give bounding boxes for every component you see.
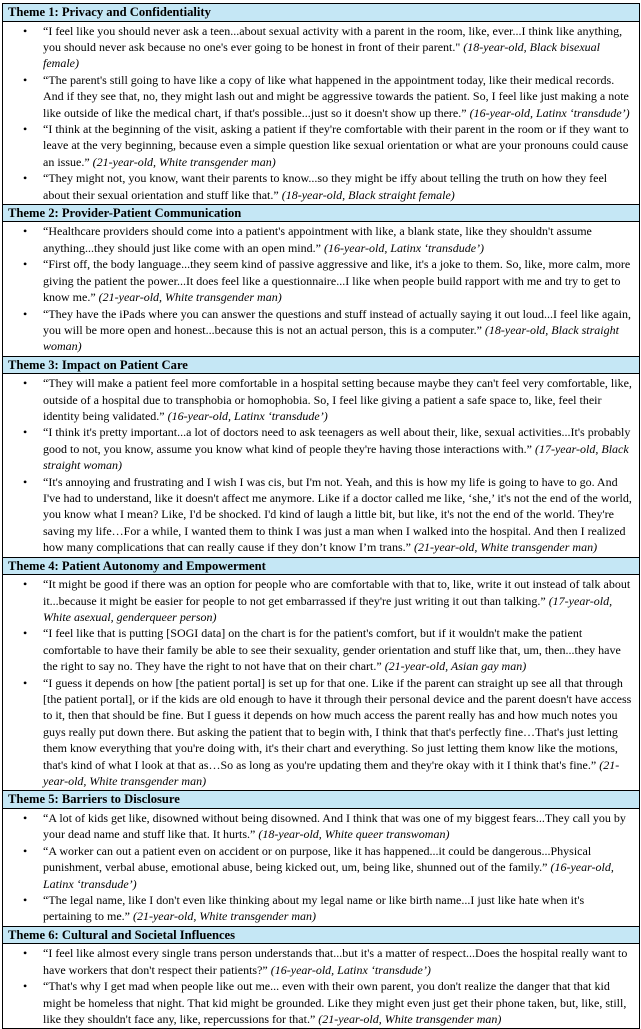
quote-item <box>43 810 635 843</box>
quote-list <box>3 375 635 555</box>
quote-attribution: (21-year-old, White transgender man) <box>98 290 282 305</box>
theme-header: Theme 3: Impact on Patient Care <box>3 357 639 375</box>
quote-item <box>43 256 635 305</box>
theme-body <box>3 374 639 557</box>
quote-list <box>3 23 635 203</box>
quote-attribution: (16-year-old, Latinx ‘transdude’) <box>323 240 485 255</box>
quote-attribution: (17-year-old, Black straight woman) <box>43 441 629 473</box>
theme-body <box>3 809 639 927</box>
theme-body <box>3 575 639 791</box>
theme-body <box>3 944 639 1029</box>
quote-attribution: (16-year-old, Latinx ‘transdude’) <box>469 105 630 120</box>
theme-header: Theme 4: Patient Autonomy and Empowerment <box>3 558 639 576</box>
quote-text: “That's why I get mad when people like out me... even with their own parent, you don't realize the danger that that kid might be homeless that night. That kid might be grounded. Like they might even just get their phone taken, but, like, still, like they shouldn't face any, like, repercussions for that.” <box>43 979 627 1026</box>
quote-text: “The parent's still going to have like a copy of like what happened in the appointment today, like their medical records. And if they see that, no, they might lash out and might be aggressive towards the patient. So, I feel like just making a note like outside of like the medical chart, if that's possible...just so it doesn't show up there.” <box>43 72 629 120</box>
theme-header: Theme 5: Barriers to Disclosure <box>3 791 639 809</box>
quote-item <box>43 306 635 355</box>
quote-attribution: (21-year-old, White transgender man) <box>414 540 598 555</box>
quote-text: “They will make a patient feel more comfortable in a hospital setting because maybe they can't feel very comfortable, like, outside of a hospital due to transphobia or homophobia. So, I feel like giving a patient a safe space to, like, feel their identity being validated.” <box>43 376 632 424</box>
quote-list <box>3 576 635 789</box>
quote-item <box>43 945 635 978</box>
quote-text: “I think it's pretty important...a lot of doctors need to ask teenagers as well about their, like, sexual activities...It's probably good to not, you know, assume you know what kind of people they're having those interactions with.” <box>43 425 631 456</box>
quote-item <box>43 23 635 72</box>
theme-body <box>3 222 639 356</box>
quote-item <box>43 170 635 203</box>
quote-attribution: (21-year-old, Asian gay man) <box>384 659 527 674</box>
quote-list <box>3 810 635 925</box>
quote-item <box>43 675 635 790</box>
quote-list <box>3 945 635 1027</box>
quote-text: “It might be good if there was an option for people who are comfortable with that to, like, write it out instead of talk about it...because it might be easier for people to not get embarrassed if they're just writing it out than talking.” <box>43 577 631 608</box>
quote-attribution: (18-year-old, Black straight woman) <box>43 322 619 354</box>
quote-item <box>43 375 635 424</box>
quote-text: “A lot of kids get like, disowned without being disowned. And I think that was one of my biggest fears...They call you by your dead name and stuff like that. It hurts.” <box>43 810 626 842</box>
quote-item <box>43 474 635 556</box>
quote-item <box>43 892 635 925</box>
quote-item <box>43 576 635 625</box>
quote-text: “I guess it depends on how [the patient portal] is set up for that one. Like if the parent can straight up see all that through [the patient portal], or if the kids are old enough to have it through their personal device and the parent doesn't have access to it, then that should be fine. But I guess it depends on how much access the parent really has and how much notes you guys really put down there. But asking the patient that to begin with, I think that that's perfectly fine…That's just letting them know everything that you're doing with, it's their chart and everything. So just letting them know like the motions, that's kind of what I look at that as…So as long as you're updating them and they're okay with it I think that's fine.” <box>43 675 632 772</box>
quote-item <box>43 72 635 121</box>
quote-attribution: (17-year-old, White asexual, genderqueer person) <box>43 593 613 624</box>
quote-attribution: (21-year-old, White transgender man) <box>43 757 620 789</box>
themes-table <box>2 3 640 1029</box>
quote-item <box>43 424 635 473</box>
quote-attribution: (16-year-old, Latinx ‘transdude’) <box>167 409 328 424</box>
quote-text: “I feel like that is putting [SOGI data] on the chart is for the patient's comfort, but if it wouldn't make the patient comfortable to have their family be able to see their sexuality, gender orientation and stuff like that, um, then...they have the right to say no. They have the right to not have that on their chart.” <box>43 626 621 674</box>
quote-attribution: (18-year-old, White queer transwoman) <box>258 827 450 842</box>
quote-text: “Healthcare providers should come into a patient's appointment with like, a blank state, like they shouldn't assume anything...they should just like come with an open mind.” <box>43 224 592 255</box>
quote-item <box>43 625 635 674</box>
quote-text: “They have the iPads where you can answer the questions and stuff instead of actually saying it out loud...I feel like again, you will be more open and honest...because this is not an actual person, this is a computer.” <box>43 306 631 337</box>
quote-attribution: (21-year-old, White transgender man) <box>92 154 276 169</box>
quote-attribution: (21-year-old, White transgender man) <box>132 909 317 924</box>
theme-body <box>3 22 639 205</box>
theme-header: Theme 2: Provider-Patient Communication <box>3 205 639 223</box>
quote-attribution: (18-year-old, Black straight female) <box>281 187 455 202</box>
quote-text: “The legal name, like I don't even like thinking about my legal name or like birth name...I just like hate when it's pertaining to me.” <box>43 893 585 924</box>
quote-item <box>43 121 635 170</box>
quote-attribution: (16-year-old, Latinx ‘transdude’) <box>43 860 614 891</box>
quote-item <box>43 843 635 892</box>
quote-text: “It's annoying and frustrating and I wish I was cis, but I'm not. Yeah, and this is how my life is going to have to go. And I've had to understand, like it doesn't affect me anymore. Like if a doctor called me like, ‘she,’ it's not the end of the world, you know what I mean? Like, I'd be shocked. I'd kind of laugh a little bit, but like, it's not the end of the world. They're saving my life…For a while, I wanted them to think I was just a man when I walked into the hospital. And then I realized how many complications that can really cause if they don’t know I’m trans.” <box>43 474 632 555</box>
theme-header: Theme 6: Cultural and Societal Influences <box>3 927 639 945</box>
quote-item <box>43 978 635 1027</box>
quote-text: “A worker can out a patient even on accident or on purpose, like it has happened...it could be dangerous...Physical punishment, verbal abuse, emotional abuse, being kicked out, um, being like, shunned out of the family.” <box>43 843 592 875</box>
quote-attribution: (21-year-old, White transgender man) <box>318 1011 502 1026</box>
quote-attribution: (18-year-old, Black bisexual female) <box>43 39 600 71</box>
quote-text: “I feel like you should never ask a teen...about sexual activity with a parent in the room, like, ever...I think like anything, you should never ask because no one's ever going to be honest in front of their parent." <box>43 23 623 54</box>
quote-text: “I feel like almost every single trans person understands that...but it's a matter of respect...Does the hospital really want to have workers that don't respect their patients?” <box>43 946 628 977</box>
theme-header: Theme 1: Privacy and Confidentiality <box>3 4 639 22</box>
quote-text: “First off, the body language...they seem kind of passive aggressive and like, it's a joke to them. So, like, more calm, more giving the patient the power...It does feel like a questionnaire...I like when people build rapport with me and try to get to know me.” <box>43 257 631 305</box>
quote-text: “I think at the beginning of the visit, asking a patient if they're comfortable with their parent in the room or if they want to leave at the very beginning, because even a simple question like sexual orientation or what are your pronouns could cause an issue.” <box>43 121 629 169</box>
quote-item <box>43 223 635 256</box>
quote-text: “They might not, you know, want their parents to know...so they might be iffy about telling the truth on how they feel about their sexual orientation and stuff like that.” <box>43 171 608 202</box>
quote-list <box>3 223 635 354</box>
quote-attribution: (16-year-old, Latinx ‘transdude’) <box>270 962 431 977</box>
